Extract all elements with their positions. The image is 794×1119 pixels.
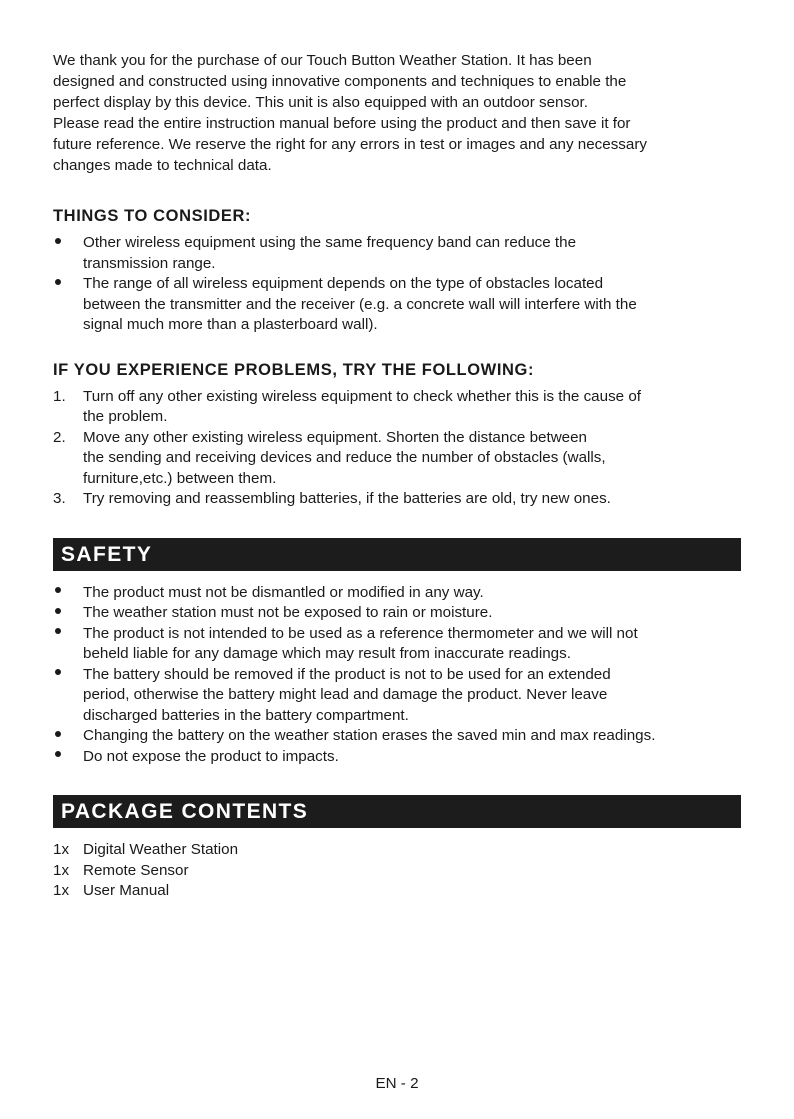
bullet-icon [55, 608, 61, 614]
list-item [53, 428, 743, 490]
list-item [53, 861, 743, 882]
list-item-line: Try removing and reassembling batteries, if the batteries are old, try new ones. [83, 490, 611, 507]
list-item [53, 881, 743, 902]
intro-line: changes made to technical data. [53, 157, 272, 174]
item-name: Remote Sensor [83, 861, 189, 879]
list-item-line: the sending and receiving devices and reduce the number of obstacles (walls, [83, 449, 606, 466]
list-item [53, 489, 743, 510]
page-number: EN - 2 [375, 1075, 419, 1092]
package-contents-heading-bar: PACKAGE CONTENTS [53, 795, 741, 828]
list-item-line: The product is not intended to be used as a reference thermometer and we will not [83, 624, 638, 642]
list-item [53, 583, 743, 604]
list-number: 2. [53, 428, 66, 446]
intro-line: designed and constructed using innovative components and techniques to enable the [53, 73, 627, 90]
list-item-line: beheld liable for any damage which may result from inaccurate readings. [83, 645, 571, 662]
list-item-line: The product must not be dismantled or modified in any way. [83, 583, 484, 601]
list-number: 3. [53, 490, 66, 507]
intro-line: Please read the entire instruction manual before using the product and then save it for [53, 115, 631, 132]
list-item-line: Other wireless equipment using the same frequency band can reduce the [83, 234, 577, 251]
bullet-icon [55, 669, 61, 675]
list-item [53, 274, 743, 336]
list-item [53, 747, 743, 768]
consider-list [53, 233, 743, 336]
list-item-line: furniture,etc.) between them. [83, 469, 277, 487]
list-item-line: Move any other existing wireless equipment. Shorten the distance between [83, 428, 588, 446]
list-item-line: The weather station must not be exposed to rain or moisture. [83, 604, 493, 621]
bullet-icon [55, 238, 61, 244]
list-number: 1. [53, 387, 66, 405]
item-quantity: 1x [53, 841, 70, 858]
list-item-line: The range of all wireless equipment depends on the type of obstacles located [83, 275, 604, 292]
bullet-icon [55, 587, 61, 593]
bullet-icon [55, 279, 61, 285]
bullet-icon [55, 628, 61, 634]
bullet-icon [55, 751, 61, 757]
list-item [53, 840, 743, 861]
list-item [53, 387, 743, 428]
list-item [53, 233, 743, 274]
intro-paragraph [53, 50, 743, 176]
list-item-line: transmission range. [83, 254, 216, 272]
list-item-line: Do not expose the product to impacts. [83, 747, 339, 765]
list-item-line: period, otherwise the battery might lead and damage the product. Never leave [83, 686, 608, 703]
list-item-line: between the transmitter and the receiver (e.g. a concrete wall will interfere with the [83, 295, 637, 313]
package-contents-list [53, 840, 743, 902]
list-item [53, 665, 743, 727]
bullet-icon [55, 731, 61, 737]
intro-line: perfect display by this device. This unit is also equipped with an outdoor sensor. [53, 94, 588, 111]
item-quantity: 1x [53, 861, 70, 879]
problems-heading: IF YOU EXPERIENCE PROBLEMS, TRY THE FOLLOWING: [53, 360, 535, 379]
item-quantity: 1x [53, 882, 70, 899]
item-name: User Manual [83, 882, 170, 899]
list-item-line: The battery should be removed if the product is not to be used for an extended [83, 665, 611, 683]
problems-list [53, 387, 743, 510]
safety-heading-bar: SAFETY [53, 538, 741, 571]
list-item-line: discharged batteries in the battery compartment. [83, 706, 409, 724]
list-item [53, 726, 743, 747]
item-name: Digital Weather Station [83, 841, 239, 858]
manual-page [53, 50, 743, 902]
intro-line: future reference. We reserve the right for any errors in test or images and any necessary [53, 136, 647, 153]
list-item [53, 603, 743, 624]
list-item-line: Turn off any other existing wireless equipment to check whether this is the cause of [83, 387, 642, 405]
list-item-line: Changing the battery on the weather station erases the saved min and max readings. [83, 727, 656, 744]
list-item-line: signal much more than a plasterboard wall). [83, 316, 378, 333]
safety-list [53, 583, 743, 768]
list-item-line: the problem. [83, 408, 168, 425]
things-to-consider-heading: THINGS TO CONSIDER: [53, 207, 252, 225]
intro-line: We thank you for the purchase of our Touch Button Weather Station. It has been [53, 52, 592, 69]
list-item [53, 624, 743, 665]
